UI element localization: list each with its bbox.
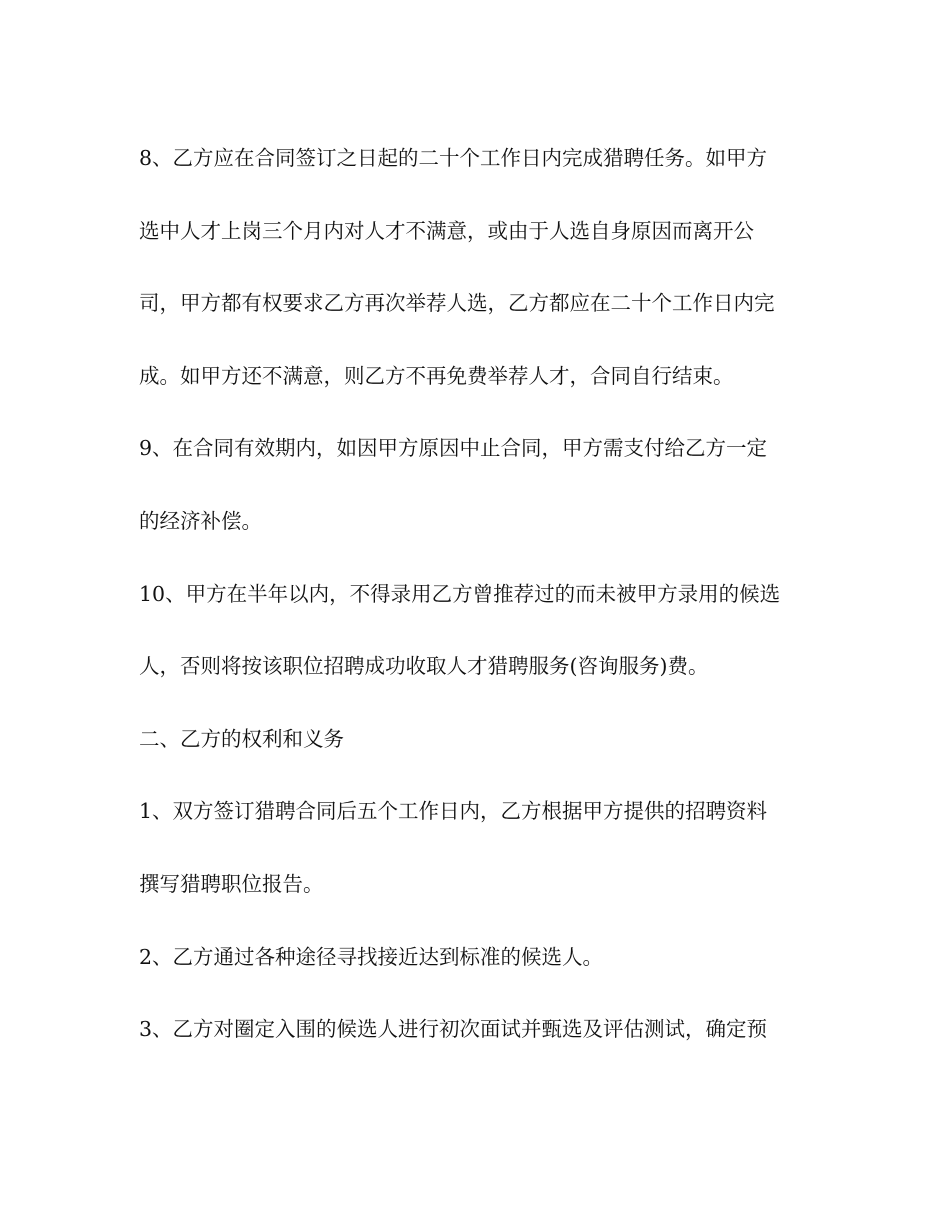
section-heading: 二、乙方的权利和义务 [139,726,344,751]
paragraph-line: 1、双方签订猎聘合同后五个工作日内，乙方根据甲方提供的招聘资料 [139,799,768,824]
paragraph-line: 人，否则将按该职位招聘成功收取人才猎聘服务(咨询服务)费。 [139,654,709,679]
paragraph-line: 选中人才上岗三个月内对人才不满意，或由于人选自身原因而离开公 [139,218,754,243]
paragraph-line: 成。如甲方还不满意，则乙方不再免费举荐人才，合同自行结束。 [139,363,734,388]
paragraph-line: 撰写猎聘职位报告。 [139,871,324,896]
paragraph-line: 司，甲方都有权要求乙方再次举荐人选，乙方都应在二十个工作日内完 [139,291,775,316]
paragraph-line: 9、在合同有效期内，如因甲方原因中止合同，甲方需支付给乙方一定 [139,436,768,461]
paragraph-line: 的经济补偿。 [139,508,262,533]
paragraph-line: 2、乙方通过各种途径寻找接近达到标准的候选人。 [139,944,604,969]
paragraph-line: 8、乙方应在合同签订之日起的二十个工作日内完成猎聘任务。如甲方 [139,146,768,170]
paragraph-line: 10、甲方在半年以内，不得录用乙方曾推荐过的而未被甲方录用的候选 [139,581,781,606]
paragraph-line: 3、乙方对圈定入围的候选人进行初次面试并甄选及评估测试，确定预 [139,1017,768,1042]
contract-text [139,134,829,1078]
